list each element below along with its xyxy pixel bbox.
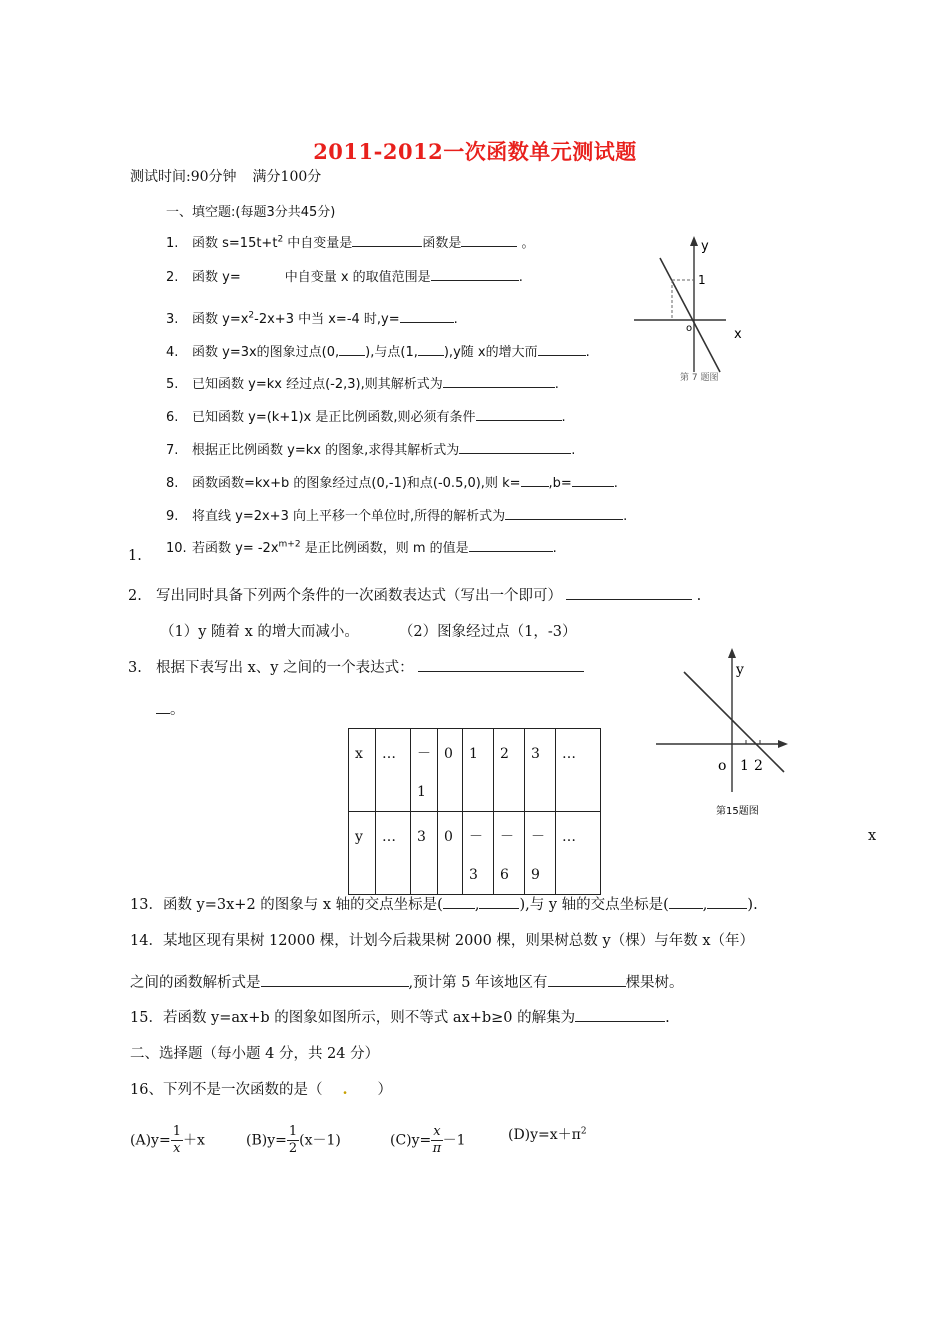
punct: , — [474, 897, 480, 913]
fill-item-3: 3. 函数 $y=x^2-2x+3$ 中当 x=-4 时,y= . — [166, 308, 458, 327]
graph-caption: 第 7 题图 — [680, 373, 719, 383]
x-label: x — [734, 327, 742, 342]
superscript: 2 — [580, 1126, 587, 1137]
section1-heading: 一、填空题:(每题3分共45分) — [166, 205, 336, 220]
condition-2: （2）图象经过点（1，-3） — [398, 624, 577, 640]
answer-blank[interactable] — [459, 439, 571, 454]
question-text: 某地区现有果树 12000 棵，计划今后栽果树 2000 棵，则果树总数 y（棵）与年数 x（年） — [162, 933, 755, 949]
table-cell: y — [349, 812, 376, 895]
answer-blank[interactable] — [469, 537, 553, 552]
fill-item-9: 9. 将直线 y=2x+3 向上平移一个单位时,所得的解析式为 . — [166, 505, 627, 524]
answer-blank[interactable] — [575, 1007, 665, 1022]
question-16 — [130, 1078, 392, 1099]
y-label: y — [736, 662, 744, 678]
denominator: 2 — [288, 1141, 298, 1156]
option-label: (D)y=x＋π — [508, 1127, 581, 1143]
answer-blank[interactable] — [443, 373, 555, 388]
fraction — [171, 1124, 183, 1157]
fill-item-6: 6. 已知函数 y=(k+1)x 是正比例函数,则必须有条件 . — [166, 406, 566, 425]
origin-label: o — [686, 323, 693, 334]
fill-item-5: 5. 已知函数 y=kx 经过点(-2,3),则其解析式为 . — [166, 373, 559, 392]
answer-blank[interactable] — [669, 894, 703, 909]
table-cell: － 1 — [411, 729, 438, 812]
answer-blank[interactable] — [548, 972, 626, 987]
question-text: 函数 y=3x+2 的图象与 x 轴的交点坐标是( — [162, 897, 443, 913]
x-axis-arrow — [778, 740, 788, 748]
fill-item-7: 7. 根据正比例函数 y=kx 的图象,求得其解析式为 . — [166, 439, 575, 458]
question-text: 之间的函数解析式是 — [130, 975, 261, 991]
table-row-y — [349, 812, 601, 895]
item-text: -2x+3 中当 x=-4 时,y= — [254, 312, 400, 327]
item-text: ,b= — [548, 476, 572, 491]
fill-item-1: 1. 函数 $s=15t+t^2$ 中自变量是 函数是 。 — [166, 232, 534, 251]
test-time: 测试时间:90分钟 — [130, 169, 237, 185]
graph-q7 — [628, 232, 758, 384]
punct: 。 — [170, 702, 185, 718]
answer-blank[interactable] — [261, 972, 409, 987]
option-text: －1 — [442, 1132, 466, 1149]
fill-item-10: 10. 若函数 $y= -2x^{m+2}$ 是正比例函数，则 m 的值是 . — [166, 537, 557, 556]
table-row-x — [349, 729, 601, 812]
item-number: 6. — [166, 410, 179, 425]
graph-line — [684, 672, 784, 772]
question-2-conditions — [160, 620, 577, 641]
answer-blank[interactable] — [521, 472, 549, 487]
xy-table — [348, 728, 601, 895]
numerator: 1 — [288, 1124, 298, 1139]
table-cell: 0 — [438, 729, 463, 812]
table-cell: x — [349, 729, 376, 812]
superscript: m+2 — [278, 539, 301, 550]
question-number: 14． — [130, 933, 163, 949]
fill-item-4: 4. 函数 y=3x的图象过点(0, ),与点(1, ),y随 x的增大而 . — [166, 341, 590, 360]
item-text: 已知函数 y=kx 经过点(-2,3),则其解析式为 — [192, 377, 443, 392]
answer-blank[interactable] — [418, 341, 444, 356]
item-text: 中自变量 x 的取值范围是 — [284, 270, 431, 285]
fraction — [287, 1124, 299, 1157]
option-text: (x－1) — [299, 1132, 341, 1149]
table-cell: － 3 — [463, 812, 494, 895]
item-number: 5. — [166, 377, 179, 392]
question-text: 若函数 y=ax+b 的图象如图所示，则不等式 ax+b≥0 的解集为 — [162, 1010, 576, 1026]
question-15 — [130, 1006, 670, 1027]
question-text: 写出同时具备下列两个条件的一次函数表达式（写出一个即可） — [156, 588, 562, 604]
punct: , — [702, 897, 708, 913]
item-text: 若函数 y= -2x — [192, 541, 279, 556]
tick-label-2: 2 — [754, 758, 763, 774]
tick-label-1: 1 — [740, 758, 749, 774]
item-text: 函数 s=15t+t — [192, 236, 278, 251]
tick-one: 1 — [698, 273, 706, 287]
answer-blank[interactable] — [443, 894, 475, 909]
denominator: x — [173, 1141, 181, 1156]
answer-blank[interactable] — [505, 505, 623, 520]
fraction — [431, 1124, 442, 1157]
question-text: 16、下列不是一次函数的是（ — [130, 1082, 323, 1098]
item-text: 函数 y=3x的图象过点(0, — [192, 345, 340, 360]
item-text: 已知函数 y=(k+1)x 是正比例函数,则必须有条件 — [192, 410, 476, 425]
question-3-tail — [156, 698, 185, 719]
superscript: 2 — [277, 234, 284, 245]
fill-item-2: 2. 函数 y= 中自变量 x 的取值范围是 . — [166, 266, 523, 285]
option-label: (C)y= — [390, 1132, 432, 1149]
item-text: ),y随 x的增大而 — [443, 345, 538, 360]
item-text: 是正比例函数，则 m 的值是 — [300, 541, 469, 556]
item-number: 7. — [166, 443, 179, 458]
punct: . — [665, 1010, 670, 1026]
superscript: 2 — [248, 310, 255, 321]
table-cell: 1 — [463, 729, 494, 812]
item-number: 8. — [166, 476, 179, 491]
answer-blank[interactable] — [461, 232, 517, 247]
item-text: 函数函数=kx+b 的图象经过点(0,-1)和点(-0.5,0),则 k= — [192, 476, 521, 491]
table-cell: … — [556, 729, 601, 812]
item-text: 函数是 — [422, 236, 462, 251]
answer-blank[interactable] — [418, 657, 584, 672]
table-cell: － 6 — [494, 812, 525, 895]
question-number: 13． — [130, 897, 163, 913]
answer-blank[interactable] — [572, 472, 614, 487]
answer-blank[interactable] — [566, 585, 692, 600]
numerator: 1 — [172, 1124, 181, 1139]
option-d[interactable] — [508, 1124, 587, 1144]
page-title: 2011-2012一次函数单元测试题 — [313, 139, 637, 164]
fill-item-8: 8. 函数函数=kx+b 的图象经过点(0,-1)和点(-0.5,0),则 k= ,b= . — [166, 472, 618, 491]
table-cell: … — [376, 812, 411, 895]
item-number: 4. — [166, 345, 179, 360]
option-a[interactable] — [130, 1124, 205, 1157]
item-number: 1. — [166, 236, 179, 251]
question-text: 根据下表写出 x、y 之间的一个表达式： — [156, 660, 414, 676]
answer-blank[interactable] — [538, 341, 586, 356]
y-label: y — [701, 239, 709, 254]
answer-blank[interactable] — [476, 406, 562, 421]
table-cell: 2 — [494, 729, 525, 812]
stray-dot: . — [342, 1081, 348, 1098]
question-text: ,预计第 5 年该地区有 — [408, 975, 548, 991]
option-text: ＋x — [182, 1132, 205, 1149]
stray-x-label: x — [868, 828, 877, 844]
punct: ） — [377, 1082, 393, 1098]
table-cell: － 9 — [525, 812, 556, 895]
answer-blank[interactable] — [400, 308, 454, 323]
item-number: 3. — [166, 312, 179, 327]
answer-blank[interactable] — [156, 699, 170, 714]
question-13 — [130, 893, 758, 914]
condition-1: （1）y 随着 x 的增大而减小。 — [160, 624, 359, 640]
option-label: (B)y= — [246, 1132, 287, 1149]
question-14-line1 — [130, 929, 754, 950]
answer-blank[interactable] — [707, 894, 747, 909]
question-3 — [128, 656, 584, 677]
option-c[interactable] — [390, 1124, 466, 1157]
origin-label: o — [718, 758, 727, 774]
table-cell: … — [556, 812, 601, 895]
question-number: 15． — [130, 1010, 163, 1026]
answer-blank[interactable] — [352, 232, 422, 247]
answer-blank[interactable] — [479, 894, 519, 909]
stray-number: 1. — [128, 548, 142, 564]
graph-q15 — [650, 644, 800, 824]
total-score: 满分100分 — [252, 169, 322, 185]
question-2: 2. 写出同时具备下列两个条件的一次函数表达式（写出一个即可） . — [128, 584, 701, 605]
item-number: 9. — [166, 509, 179, 524]
punct: ). — [747, 897, 758, 913]
item-number: 10. — [166, 541, 187, 556]
section2-heading: 二、选择题（每小题 4 分，共 24 分） — [130, 1046, 380, 1062]
item-text: 中自变量是 — [283, 236, 353, 251]
item-text: 将直线 y=2x+3 向上平移一个单位时,所得的解析式为 — [192, 509, 506, 524]
item-text: ),与点(1, — [365, 345, 418, 360]
question-14-line2 — [130, 971, 684, 992]
y-axis-arrow — [690, 236, 698, 246]
table-cell: 0 — [438, 812, 463, 895]
answer-blank[interactable] — [431, 266, 519, 281]
item-text: 根据正比例函数 y=kx 的图象,求得其解析式为 — [192, 443, 460, 458]
answer-blank[interactable] — [339, 341, 365, 356]
test-meta — [130, 166, 337, 186]
y-axis-arrow — [728, 648, 736, 658]
item-text: 函数 y= — [192, 270, 241, 285]
table-cell: 3 — [525, 729, 556, 812]
option-b[interactable] — [246, 1124, 341, 1157]
denominator: π — [432, 1141, 442, 1156]
question-number: 3. — [128, 660, 142, 676]
question-text: 棵果树。 — [625, 975, 684, 991]
item-text: 函数 y=x — [192, 312, 249, 327]
option-label: (A)y= — [130, 1132, 171, 1149]
graph-caption: 第15题图 — [716, 806, 759, 817]
question-number: 2. — [128, 588, 142, 604]
table-cell: 3 — [411, 812, 438, 895]
item-number: 2. — [166, 270, 179, 285]
numerator: x — [433, 1124, 441, 1139]
question-text: ),与 y 轴的交点坐标是( — [519, 897, 669, 913]
table-cell: … — [376, 729, 411, 812]
graph-line — [660, 258, 720, 372]
